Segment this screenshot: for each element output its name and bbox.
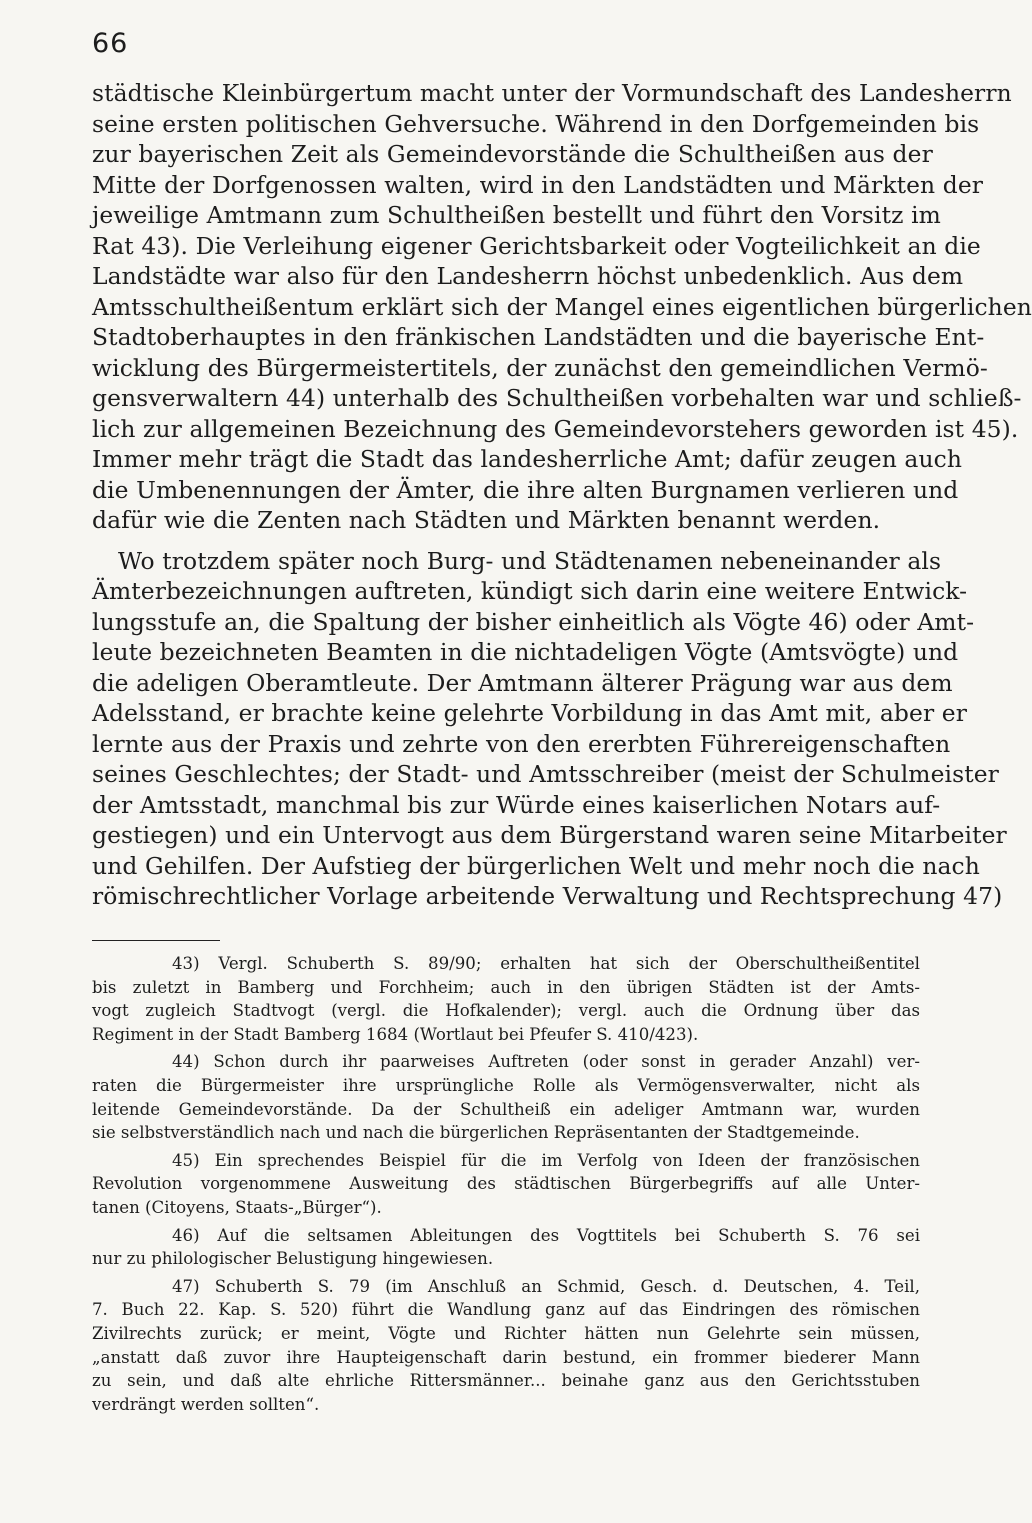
- text-line: jeweilige Amtmann zum Schultheißen bestellt und führt den Vorsitz im: [92, 201, 941, 229]
- footnote-line: 46) Auf die seltsamen Ableitungen des Vogttitels bei Schuberth S. 76 sei: [172, 1225, 920, 1245]
- footnote-46: [92, 1224, 920, 1271]
- text-line: wicklung des Bürgermeistertitels, der zunächst den gemeindlichen Vermö-: [92, 353, 988, 382]
- footnote-44: [92, 1050, 920, 1144]
- text-line: gensverwaltern 44) unterhalb des Schultheißen vorbehalten war und schließ-: [92, 384, 1022, 412]
- text-line: Mitte der Dorfgenossen walten, wird in den Landstädten und Märkten der: [92, 170, 984, 199]
- footnote-line: Revolution vorgenommene Ausweitung des städtischen Bürgerbegriffs auf alle Unter-: [92, 1174, 920, 1194]
- footnote-45: [92, 1149, 920, 1220]
- text-line: seine ersten politischen Gehversuche. Während in den Dorfgemeinden bis: [92, 109, 980, 138]
- footnote-line: „anstatt daß zuvor ihre Haupteigenschaft darin bestund, ein frommer biederer Mann: [92, 1347, 920, 1367]
- footnote-47: [92, 1275, 920, 1417]
- footnote-line: 44) Schon durch ihr paarweises Auftreten (oder sonst in gerader Anzahl) ver-: [172, 1052, 920, 1072]
- footnote-line: 43) Vergl. Schuberth S. 89/90; erhalten hat sich der Oberschultheißentitel: [172, 954, 920, 973]
- footnote-line: zu sein, und daß alte ehrliche Rittersmänner... beinahe ganz aus den Gerichtsstuben: [92, 1371, 920, 1391]
- footnote-line: vogt zugleich Stadtvogt (vergl. die Hofkalender); vergl. auch die Ordnung über das: [92, 1001, 920, 1021]
- text-line: der Amtsstadt, manchmal bis zur Würde eines kaiserlichen Notars auf-: [92, 790, 941, 819]
- paragraph: [92, 546, 1007, 912]
- text-line: Adelsstand, er brachte keine gelehrte Vorbildung in das Amt mit, aber er: [92, 699, 967, 727]
- text-line: Ämterbezeichnungen auftreten, kündigt sich darin eine weitere Entwick-: [92, 577, 968, 605]
- paragraph: [92, 78, 1032, 536]
- footnote-line: leitende Gemeindevorstände. Da der Schultheiß ein adeliger Amtmann war, wurden: [92, 1099, 920, 1119]
- text-line: Rat 43). Die Verleihung eigener Gerichtsbarkeit oder Vogteilichkeit an die: [92, 231, 981, 260]
- text-line: Stadtoberhauptes in den fränkischen Landstädten und die bayerische Ent-: [92, 323, 985, 351]
- text-line: lungsstufe an, die Spaltung der bisher einheitlich als Vögte 46) oder Amt-: [92, 607, 975, 636]
- text-line: seines Geschlechtes; der Stadt- und Amtsschreiber (meist der Schulmeister: [92, 760, 999, 788]
- text-line: gestiegen) und ein Untervogt aus dem Bürgerstand waren seine Mitarbeiter: [92, 821, 1007, 849]
- page-number: 66: [92, 28, 129, 59]
- footnotes: [92, 952, 920, 1416]
- text-line: die Umbenennungen der Ämter, die ihre alten Burgnamen verlieren und: [92, 475, 959, 504]
- footnote-divider: [92, 940, 220, 941]
- footnote-43: [92, 952, 920, 1046]
- footnote-line: raten die Bürgermeister ihre ursprüngliche Rolle als Vermögensverwalter, nicht als: [92, 1075, 920, 1095]
- text-line: lich zur allgemeinen Bezeichnung des Gemeindevorstehers geworden ist 45).: [92, 414, 1019, 443]
- text-line: römischrechtlicher Vorlage arbeitende Verwaltung und Rechtsprechung 47): [92, 882, 1003, 910]
- footnote-line: 7. Buch 22. Kap. S. 520) führt die Wandlung ganz auf das Eindringen des römischen: [92, 1300, 920, 1320]
- footnote-line: sie selbstverständlich nach und nach die bürgerlichen Repräsentanten der Stadtgemeinde.: [92, 1123, 860, 1143]
- footnote-line: Regiment in der Stadt Bamberg 1684 (Wortlaut bei Pfeufer S. 410/423).: [92, 1024, 699, 1044]
- footnote-line: verdrängt werden sollten“.: [92, 1394, 320, 1414]
- footnote-line: 47) Schuberth S. 79 (im Anschluß an Schmid, Gesch. d. Deutschen, 4. Teil,: [172, 1276, 920, 1296]
- text-line: und Gehilfen. Der Aufstieg der bürgerlichen Welt und mehr noch die nach: [92, 851, 980, 880]
- text-line: städtische Kleinbürgertum macht unter der Vormundschaft des Landesherrn: [92, 79, 1012, 107]
- text-line: Landstädte war also für den Landesherrn höchst unbedenklich. Aus dem: [92, 262, 964, 290]
- text-line: die adeligen Oberamtleute. Der Amtmann älterer Prägung war aus dem: [92, 668, 953, 697]
- text-line: dafür wie die Zenten nach Städten und Märkten benannt werden.: [92, 506, 881, 534]
- footnote-line: tanen (Citoyens, Staats-„Bürger“).: [92, 1197, 382, 1217]
- text-line: zur bayerischen Zeit als Gemeindevorstände die Schultheißen aus der: [92, 140, 933, 168]
- text-line: leute bezeichneten Beamten in die nichtadeligen Vögte (Amtsvögte) und: [92, 638, 959, 666]
- text-line: lernte aus der Praxis und zehrte von den ererbten Führereigenschaften: [92, 729, 951, 758]
- text-line: Wo trotzdem später noch Burg- und Städtenamen nebeneinander als: [118, 546, 942, 575]
- main-text: [92, 78, 1032, 912]
- footnote-line: bis zuletzt in Bamberg und Forchheim; auch in den übrigen Städten ist der Amts-: [92, 977, 920, 997]
- footnote-line: nur zu philologischer Belustigung hingewiesen.: [92, 1249, 494, 1269]
- footnote-line: Zivilrechts zurück; er meint, Vögte und Richter hätten nun Gelehrte sein müssen,: [92, 1323, 920, 1343]
- footnote-line: 45) Ein sprechendes Beispiel für die im Verfolg von Ideen der französischen: [172, 1150, 920, 1170]
- text-line: Amtsschultheißentum erklärt sich der Mangel eines eigentlichen bürgerlichen: [92, 292, 1032, 321]
- text-line: Immer mehr trägt die Stadt das landesherrliche Amt; dafür zeugen auch: [92, 445, 963, 473]
